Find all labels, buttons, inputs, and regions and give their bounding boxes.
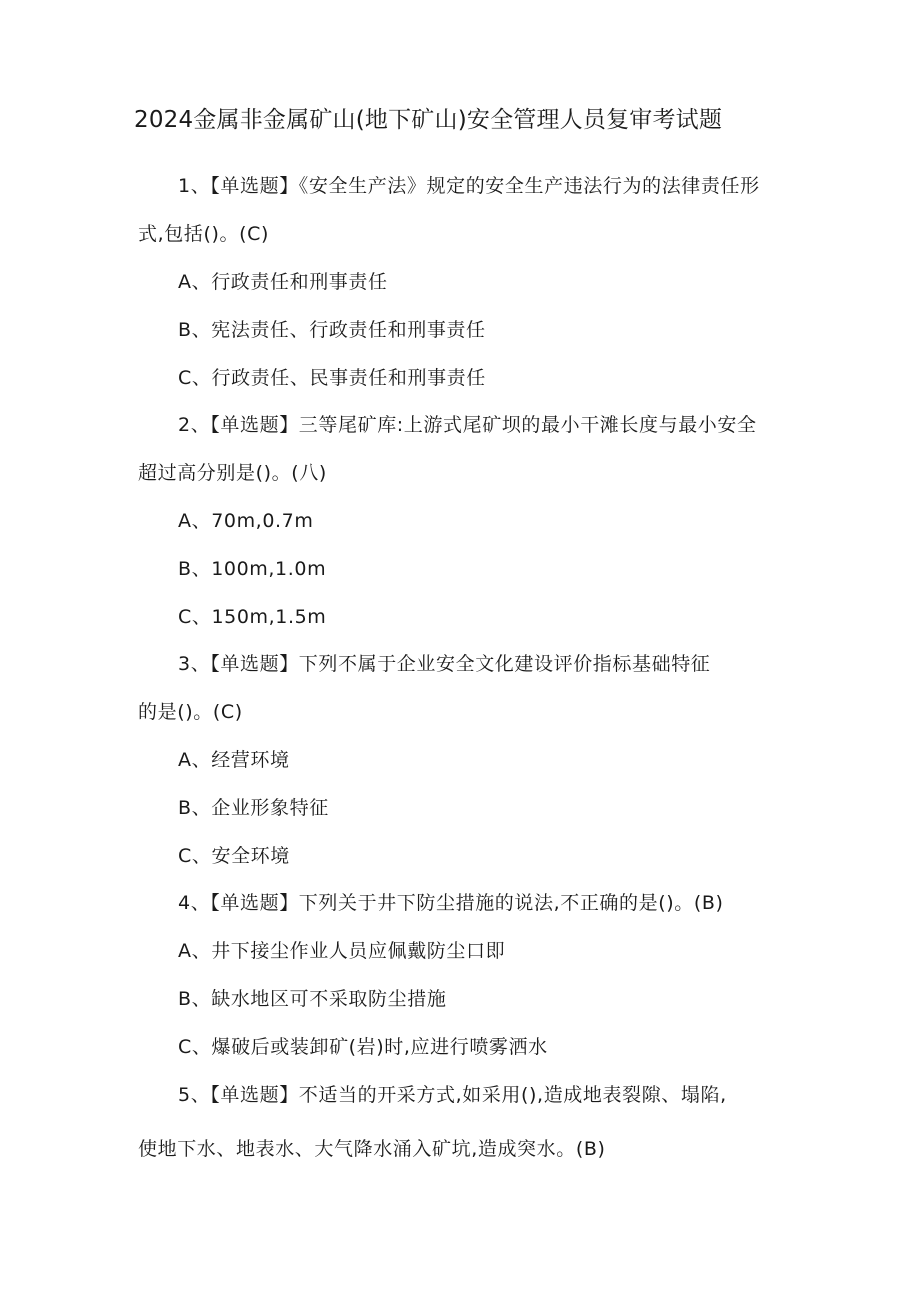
- question-3-text-cont: 的是()。(C): [138, 701, 243, 723]
- question-2-option-a: A、70m,0.7m: [178, 510, 314, 532]
- question-5-text: 5、【单选题】不适当的开采方式,如采用(),造成地表裂隙、塌陷,: [178, 1084, 727, 1106]
- question-1-text: 1、【单选题】《安全生产法》规定的安全生产违法行为的法律责任形: [178, 175, 760, 197]
- question-1-text-cont: 式,包括()。(C): [138, 223, 269, 245]
- question-1-option-b: B、宪法责任、行政责任和刑事责任: [178, 319, 486, 341]
- question-5-text-cont: 使地下水、地表水、大气降水涌入矿坑,造成突水。(B): [138, 1138, 606, 1160]
- question-3-text: 3、【单选题】下列不属于企业安全文化建设评价指标基础特征: [178, 653, 711, 675]
- question-4-text: 4、【单选题】下列关于井下防尘措施的说法,不正确的是()。(B): [178, 892, 724, 914]
- question-3-option-a: A、经营环境: [178, 749, 290, 771]
- question-1-option-c: C、行政责任、民事责任和刑事责任: [178, 367, 486, 389]
- question-3-option-b: B、企业形象特征: [178, 797, 329, 819]
- question-3-option-c: C、安全环境: [178, 845, 290, 867]
- question-4-option-a: A、井下接尘作业人员应佩戴防尘口即: [178, 940, 506, 962]
- question-2-option-c: C、150m,1.5m: [178, 606, 327, 628]
- question-4-option-b: B、缺水地区可不采取防尘措施: [178, 988, 447, 1010]
- question-2-text-cont: 超过高分别是()。(八): [138, 462, 327, 484]
- document-title: 2024金属非金属矿山(地下矿山)安全管理人员复审考试题: [134, 107, 723, 133]
- question-2-option-b: B、100m,1.0m: [178, 558, 327, 580]
- question-1-option-a: A、行政责任和刑事责任: [178, 271, 388, 293]
- question-4-option-c: C、爆破后或装卸矿(岩)时,应进行喷雾洒水: [178, 1036, 548, 1058]
- question-2-text: 2、【单选题】三等尾矿库:上游式尾矿坝的最小干滩长度与最小安全: [178, 414, 757, 436]
